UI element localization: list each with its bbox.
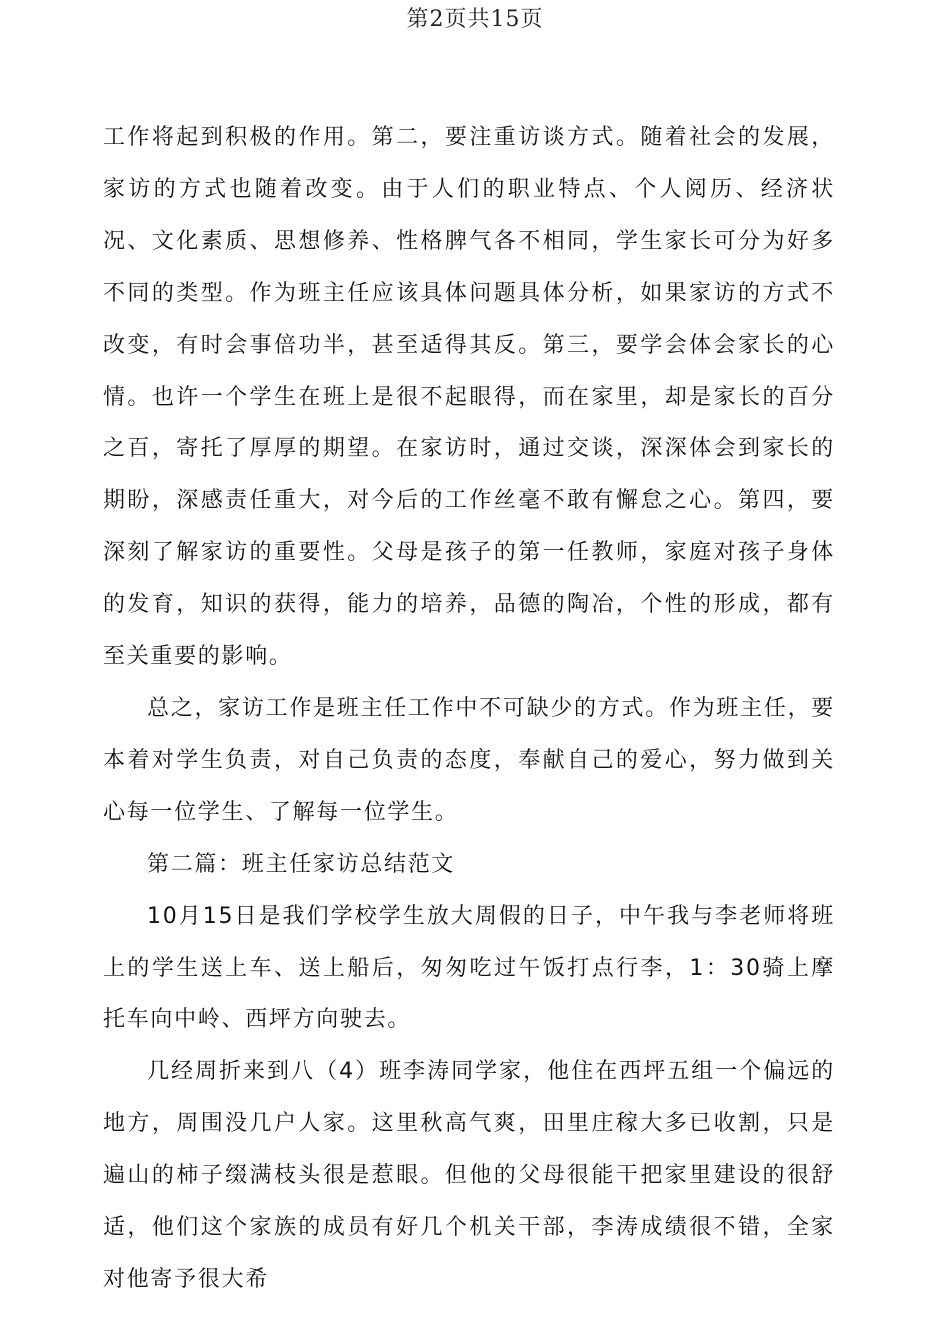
document-body [103,112,835,1306]
page-number-header: 第2页共15页 [406,7,544,32]
paragraph-summary: 总之，家访工作是班主任工作中不可缺少的方式。作为班主任，要本着对学生负责，对自己负责的态度，奉献自己的爱心，努力做到关心每一位学生、了解每一位学生。 [103,695,835,825]
paragraph-visit: 几经周折来到八（4）班李涛同学家，他住在西坪五组一个偏远的地方，周围没几户人家。这里秋高气爽，田里庄稼大多已收割，只是遍山的柿子缀满枝头很是惹眼。但他的父母很能干把家里建设的很舒适，他们这个家族的成员有好几个机关干部，李涛成绩很不错，全家对他寄予很大希 [103,1059,835,1292]
paragraph-continued: 工作将起到积极的作用。第二，要注重访谈方式。随着社会的发展，家访的方式也随着改变。由于人们的职业特点、个人阅历、经济状况、文化素质、思想修养、性格脾气各不相同，学生家长可分为好多不同的类型。作为班主任应该具体问题具体分析，如果家访的方式不改变，有时会事倍功半，甚至适得其反。第三，要学会体会家长的心情。也许一个学生在班上是很不起眼得，而在家里，却是家长的百分之百，寄托了厚厚的期望。在家访时，通过交谈，深深体会到家长的期盼，深感责任重大，对今后的工作丝毫不敢有懈怠之心。第四，要深刻了解家访的重要性。父母是孩子的第一任教师，家庭对孩子身体的发育，知识的获得，能力的培养，品德的陶冶，个性的形成，都有至关重要的影响。 [103,125,835,670]
paragraph-trip: 10月15日是我们学校学生放大周假的日子，中午我与李老师将班上的学生送上车、送上船后，匆匆吃过午饭打点行李，1：30骑上摩托车向中岭、西坪方向驶去。 [103,903,835,1033]
section-heading: 第二篇：班主任家访总结范文 [147,851,456,877]
